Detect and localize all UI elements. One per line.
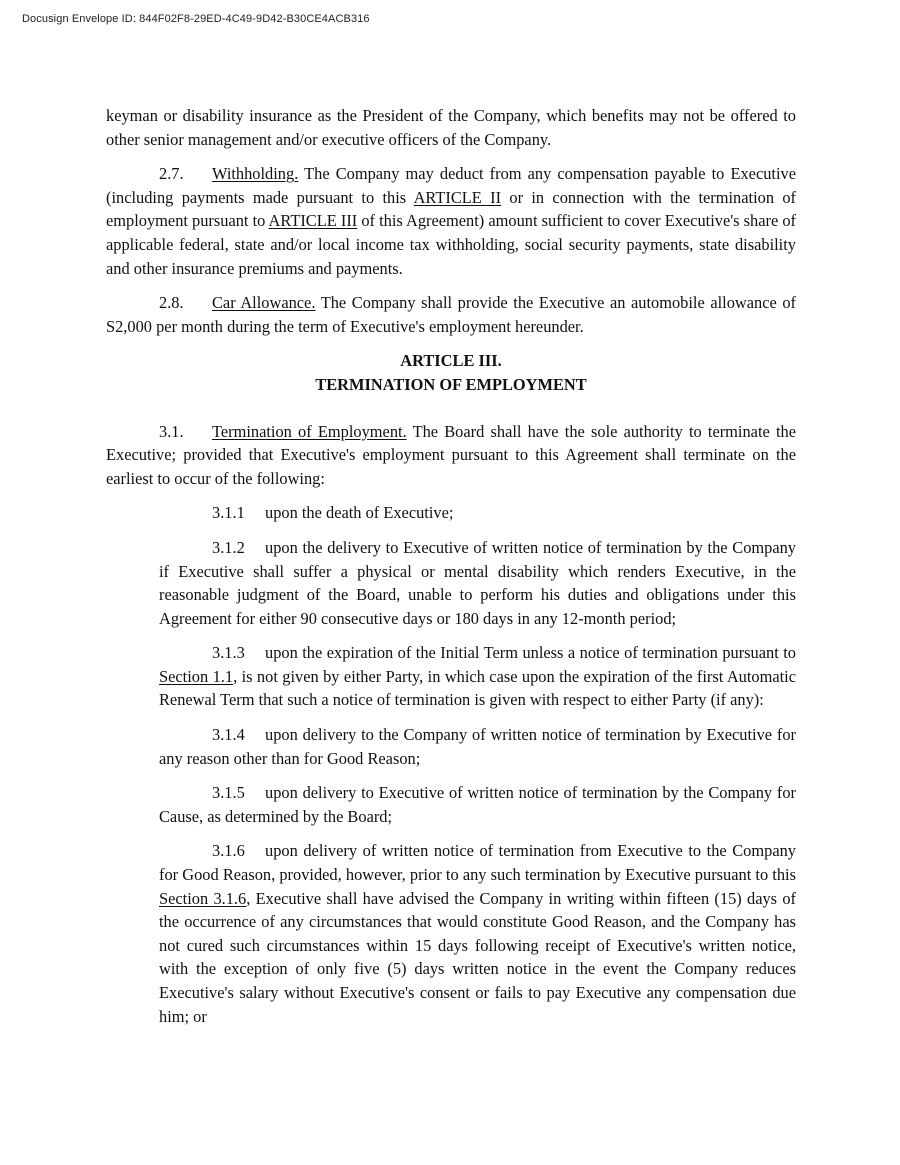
subsection-number: 3.1.4 [212, 725, 245, 745]
subsection-3-1-5 [159, 781, 796, 828]
subsection-3-1-6 [159, 839, 796, 1028]
section-title: Withholding. [212, 164, 299, 184]
section-number: 2.7. [159, 164, 184, 184]
envelope-id: Docusign Envelope ID: 844F02F8-29ED-4C49-9D42-B30CE4ACB316 [22, 13, 370, 25]
section-2-7 [106, 162, 796, 280]
cross-reference: Section 1.1 [159, 666, 234, 686]
subsection-3-1-1 [159, 501, 796, 525]
subsection-number: 3.1.2 [212, 537, 245, 557]
section-title: Car Allowance. [212, 293, 316, 313]
subsection-text: upon delivery to Executive of written notice of termination by the Company for Cause, as determined by the Board; [159, 783, 796, 826]
subsection-number: 3.1.3 [212, 643, 245, 663]
article-title: TERMINATION OF EMPLOYMENT [315, 374, 587, 394]
section-number: 2.8. [159, 293, 184, 313]
subsection-text: upon delivery to the Company of written notice of termination by Executive for any reason other than for Good Reason; [159, 725, 796, 768]
subsection-number: 3.1.6 [212, 841, 245, 861]
cross-reference: ARTICLE II [413, 187, 502, 207]
article-heading [106, 349, 796, 396]
section-title: Termination of Employment. [212, 421, 407, 441]
section-text: of this Agreement) amount sufficient to cover Executive's share of applicable federal, state and/or local income tax withholding, social security payments, state disability and other insurance premiums and payments. [106, 211, 796, 278]
document-page [106, 104, 796, 1028]
cross-reference: Section 3.1.6 [159, 888, 247, 908]
subsection-number: 3.1.5 [212, 783, 245, 803]
subsection-text: upon the expiration of the Initial Term unless a notice of termination pursuant to [265, 643, 796, 663]
section-text: The Company may deduct from any compensation payable to Executive (including payments made pursuant to this [106, 164, 796, 207]
subsection-text: , Executive shall have advised the Company in writing within fifteen (15) days of the occurrence of any circumstances that would constitute Good Reason, and the Company has not cured such circumstances within 15 days following receipt of Executive's written notice, with the exception of only five (5) days written notice in the event the Company reduces Executive's salary without Executive's consent or fails to pay Executive any compensation due him; or [159, 888, 796, 1026]
article-number: ARTICLE III. [400, 351, 502, 371]
continuation-paragraph: keyman or disability insurance as the President of the Company, which benefits may not be offered to other senior management and/or executive officers of the Company. [106, 106, 796, 149]
subsection-3-1-4 [159, 723, 796, 770]
subsection-text: upon the delivery to Executive of written notice of termination by the Company if Executive shall suffer a physical or mental disability which renders Executive, in the reasonable judgment of the Board, unable to perform his duties and obligations under this Agreement for either 90 consecutive days or 180 days in any 12-month period; [159, 537, 796, 628]
subsection-text: upon the death of Executive; [265, 503, 454, 523]
section-3-1 [106, 420, 796, 491]
section-2-8 [106, 291, 796, 338]
subsection-3-1-2 [159, 536, 796, 630]
section-text: or in connection with the termination of employment pursuant to [106, 187, 796, 231]
subsection-3-1-3 [159, 641, 796, 712]
section-text: The Company shall provide the Executive an automobile allowance of S2,000 per month during the term of Executive's employment hereunder. [106, 293, 797, 336]
subsection-text: upon delivery of written notice of termination from Executive to the Company for Good Reason, provided, however, prior to any such termination by Executive pursuant to this [159, 841, 796, 885]
section-text: The Board shall have the sole authority to terminate the Executive; provided that Executive's employment pursuant to this Agreement shall terminate on the earliest to occur of the following: [106, 421, 796, 488]
subsection-text: , is not given by either Party, in which case upon the expiration of the first Automatic Renewal Term that such a notice of termination is given with respect to either Party (if any): [159, 666, 797, 710]
cross-reference: ARTICLE III [268, 211, 358, 231]
section-number: 3.1. [159, 421, 184, 441]
subsection-number: 3.1.1 [212, 503, 245, 523]
